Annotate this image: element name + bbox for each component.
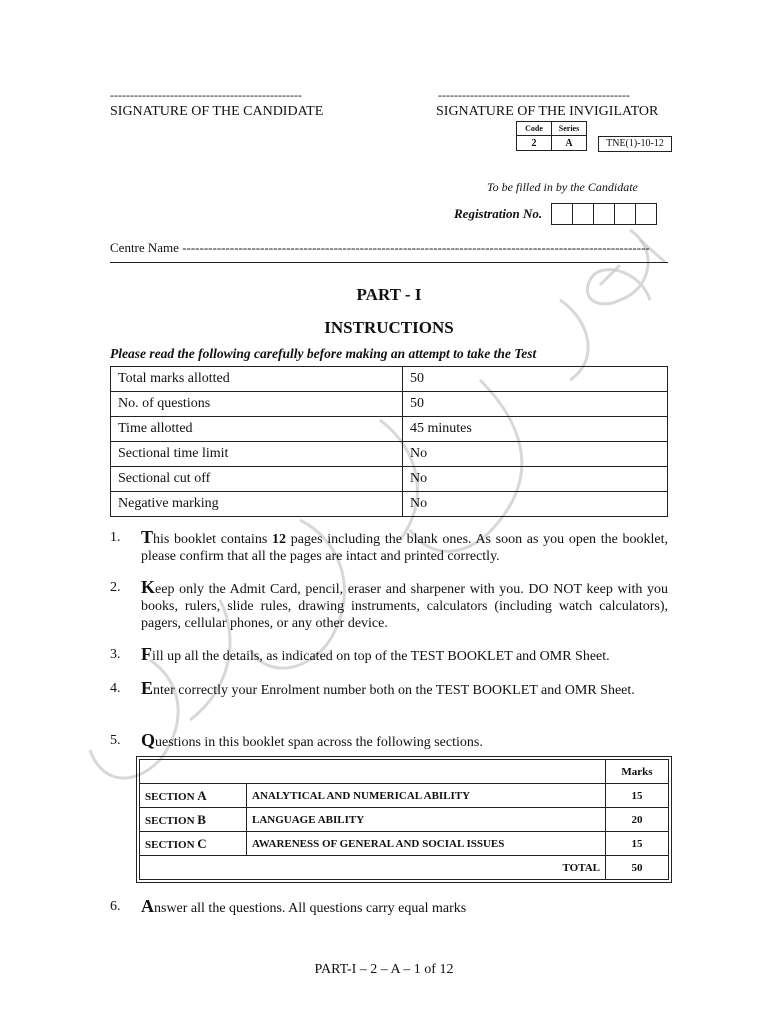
section-letter: C [197, 835, 207, 851]
list-item [110, 680, 668, 699]
section-label [140, 808, 247, 832]
section-marks: 15 [606, 784, 669, 808]
total-value: 50 [606, 856, 669, 880]
table-row [140, 856, 669, 880]
info-label: Sectional cut off [111, 467, 403, 492]
table-row [140, 832, 669, 856]
info-label: Total marks allotted [111, 367, 403, 392]
item-number: 5. [110, 733, 121, 748]
list-item [110, 898, 668, 917]
info-value: 50 [403, 392, 668, 417]
table-row [111, 417, 668, 442]
section-prefix: SECTION [145, 838, 198, 851]
table-row [111, 492, 668, 517]
item-text: eep only the Admit Card, pencil, eraser and sharpener with you. DO NOT keep with you books, rulers, slide rules, drawing instruments, calculators (including watch calculators), pagers, cellular phones, or any other device. [141, 582, 668, 631]
instructions-title: INSTRUCTIONS [324, 318, 454, 337]
section-name: AWARENESS OF GENERAL AND SOCIAL ISSUES [247, 832, 606, 856]
total-label: TOTAL [140, 856, 606, 880]
header-empty-cell [140, 760, 606, 784]
registration-boxes[interactable] [552, 203, 657, 230]
item-initial: T [141, 527, 154, 547]
table-row [111, 442, 668, 467]
candidate-signature-line: ------------------------------------------------ [110, 88, 302, 102]
section-prefix: SECTION [145, 790, 198, 803]
section-label [140, 784, 247, 808]
info-value: 45 minutes [403, 417, 668, 442]
read-note: Please read the following carefully before making an attempt to take the Test [110, 346, 537, 361]
info-label: No. of questions [111, 392, 403, 417]
info-label: Time allotted [111, 417, 403, 442]
list-item [110, 579, 668, 632]
info-value: No [403, 442, 668, 467]
table-row [140, 760, 669, 784]
table-row [140, 808, 669, 832]
info-table [110, 366, 668, 517]
registration-box[interactable] [614, 203, 636, 225]
item-number: 2. [110, 580, 121, 595]
section-name: LANGUAGE ABILITY [247, 808, 606, 832]
section-name: ANALYTICAL AND NUMERICAL ABILITY [247, 784, 606, 808]
marks-header: Marks [606, 760, 669, 784]
item-text: his booklet contains [153, 532, 273, 547]
section-letter: B [197, 811, 206, 827]
sections-table [139, 759, 669, 880]
item-number: 6. [110, 899, 121, 914]
item-text: nswer all the questions. All questions carry equal marks [154, 901, 467, 916]
item-number: 3. [110, 647, 121, 662]
invigilator-signature-label: SIGNATURE OF THE INVIGILATOR [436, 104, 659, 119]
item-bold: 12 [272, 532, 287, 547]
item-initial: Q [141, 730, 156, 750]
list-item [110, 529, 668, 565]
registration-box[interactable] [593, 203, 615, 225]
table-row [140, 784, 669, 808]
item-initial: K [141, 577, 156, 597]
table-row [111, 392, 668, 417]
section-label [140, 832, 247, 856]
page-footer: PART-I – 2 – A – 1 of 12 [314, 962, 454, 977]
table-row [111, 367, 668, 392]
section-prefix: SECTION [145, 814, 198, 827]
series-value: A [552, 136, 587, 151]
info-label: Sectional time limit [111, 442, 403, 467]
booklet-code: TNE(1)-10-12 [598, 136, 672, 152]
info-value: 50 [403, 367, 668, 392]
centre-name-field[interactable]: Centre Name ------------------------------------------------------------------------------------------------------------ [110, 240, 650, 255]
list-item [110, 732, 668, 751]
registration-box[interactable] [572, 203, 594, 225]
item-text: pages including the blank ones. As soon as you open the booklet, please confirm that all the pages are intact and printed correctly. [141, 532, 668, 564]
item-text: nter correctly your Enrolment number both on the TEST BOOKLET and OMR Sheet. [153, 683, 635, 698]
candidate-signature-label: SIGNATURE OF THE CANDIDATE [110, 104, 324, 119]
filled-note: To be filled in by the Candidate [487, 180, 638, 194]
divider [110, 262, 668, 263]
item-number: 1. [110, 530, 121, 545]
part-title: PART - I [356, 285, 422, 304]
item-initial: F [141, 644, 152, 664]
info-value: No [403, 467, 668, 492]
section-marks: 20 [606, 808, 669, 832]
section-marks: 15 [606, 832, 669, 856]
registration-box[interactable] [635, 203, 657, 225]
code-series-table [516, 121, 587, 151]
registration-box[interactable] [551, 203, 573, 225]
series-label: Series [552, 122, 587, 136]
table-row [111, 467, 668, 492]
item-initial: A [141, 896, 154, 916]
item-text: ill up all the details, as indicated on top of the TEST BOOKLET and OMR Sheet. [152, 649, 610, 664]
info-label: Negative marking [111, 492, 403, 517]
info-value: No [403, 492, 668, 517]
registration-label: Registration No. [454, 206, 543, 221]
sections-table-frame [136, 756, 672, 883]
item-initial: E [141, 678, 154, 698]
code-value: 2 [517, 136, 552, 151]
section-letter: A [197, 787, 207, 803]
item-number: 4. [110, 681, 121, 696]
item-text: uestions in this booklet span across the following sections. [155, 735, 483, 750]
code-label: Code [517, 122, 552, 136]
invigilator-signature-line: ------------------------------------------------ [438, 88, 630, 102]
list-item [110, 646, 668, 665]
